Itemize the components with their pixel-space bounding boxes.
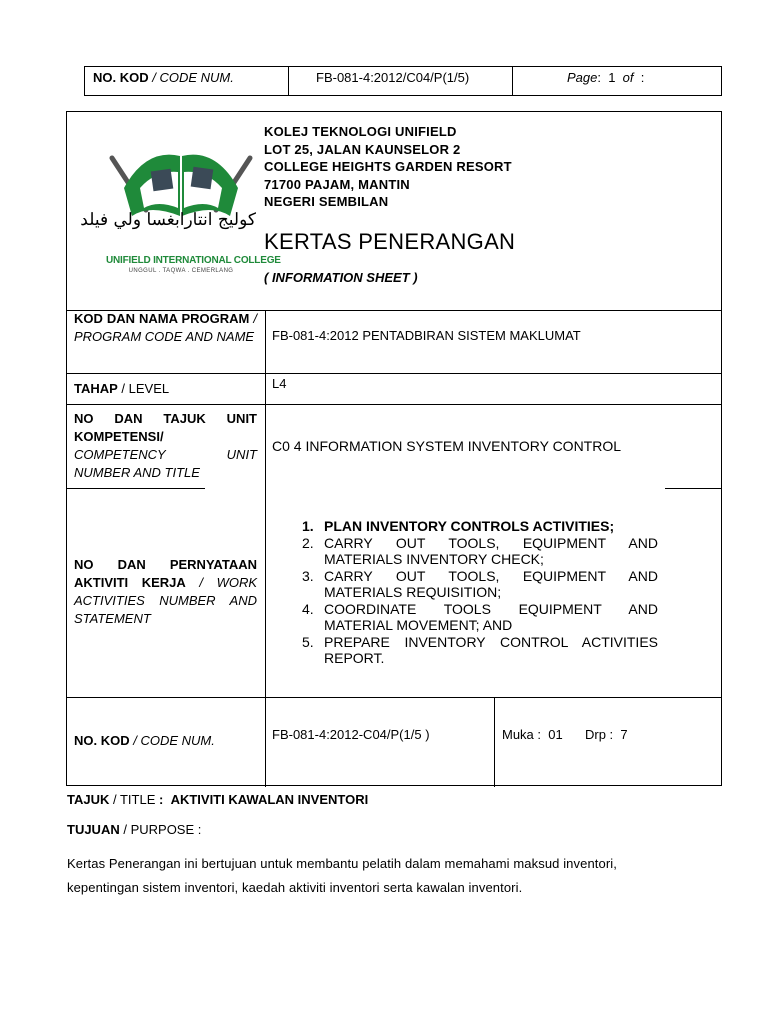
org-line: NEGERI SEMBILAN [264,194,389,209]
level-value: L4 [272,376,287,391]
page-end: : [633,70,645,85]
header-code-label-rest: / CODE NUM. [148,70,234,85]
activity-text: COORDINATE TOOLS EQUIPMENT AND MATERIAL MOVEMENT; AND [324,600,658,633]
purpose-line [67,821,201,839]
footer-muka: Muka : 01 [502,727,563,742]
activities-label-bold: NO DAN PERNYATAAN AKTIVITI KERJA [74,557,257,590]
footer-code-label-rest: / CODE NUM. [129,733,215,748]
logo-arabic-text: كوليج انتارابغسا ولي فيلد [80,210,256,230]
activity-item [300,568,658,601]
page-number: : 1 [597,70,623,85]
activity-text: CARRY OUT TOOLS, EQUIPMENT AND MATERIALS REQUISITION; [324,567,658,600]
activity-item [300,601,658,634]
purpose-label-rest: / PURPOSE : [119,822,202,837]
header-code-value: FB-081-4:2012/C04/P(1/5) [316,70,470,85]
activity-number: 4. [302,600,314,617]
activities-label [74,556,257,628]
header-divider [288,67,289,95]
activity-item [300,634,658,667]
header-page-number [567,69,644,87]
row-divider [67,373,721,374]
document-title: KERTAS PENERANGAN [264,229,516,254]
activity-number: 2. [302,534,314,551]
row-divider [67,697,721,698]
footer-code-label-bold: NO. KOD [74,733,130,748]
purpose-label-bold: TUJUAN [67,822,120,837]
title-colon: : [158,792,164,807]
activities-label-rest: / WORK ACTIVITIES NUMBER AND STATEMENT [74,575,258,626]
column-divider [494,697,495,787]
activity-item [300,535,658,568]
header-divider [512,67,513,95]
unit-label [74,410,257,482]
activity-number: 3. [302,567,314,584]
unit-label-rest: COMPETENCY UNIT NUMBER AND TITLE [74,447,257,480]
column-divider [265,310,266,787]
activity-text: PREPARE INVENTORY CONTROL ACTIVITIES REPORT. [324,633,658,666]
page-of: of [622,70,634,85]
activity-number: 5. [302,633,314,650]
title-label-rest: / TITLE [109,792,159,807]
row-divider [665,488,721,489]
org-line: KOLEJ TEKNOLOGI UNIFIELD [264,124,457,139]
activity-item [300,518,658,535]
header-code-table [84,66,722,96]
row-divider [67,488,205,489]
title-label-bold: TAJUK [67,792,110,807]
footer-code-value: FB-081-4:2012-C04/P(1/5 ) [272,727,430,742]
level-label-bold: TAHAP [74,381,118,396]
unit-value: C0 4 INFORMATION SYSTEM INVENTORY CONTROL [272,438,622,454]
level-label [74,380,169,398]
logo-motto: UNGGUL . TAQWA . CEMERLANG [128,268,234,274]
header-code-label-bold: NO. KOD [93,70,149,85]
footer-drp: Drp : 7 [585,727,628,742]
org-line: COLLEGE HEIGHTS GARDEN RESORT [264,159,512,174]
org-line: 71700 PAJAM, MANTIN [264,176,410,192]
header-code-label [93,69,234,87]
activity-number: 1. [302,518,314,534]
college-logo [80,138,281,288]
document-subtitle: ( INFORMATION SHEET ) [264,270,418,285]
activity-text: CARRY OUT TOOLS, EQUIPMENT AND MATERIALS INVENTORY CHECK; [324,534,658,567]
unit-label-bold: NO DAN TAJUK UNIT KOMPETENSI/ [74,411,257,444]
org-line: LOT 25, JALAN KAUNSELOR 2 [264,141,461,157]
purpose-paragraph: Kertas Penerangan ini bertujuan untuk membantu pelatih dalam memahami maksud inventori, kepentingan sistem inventori, kaedah aktiviti inventori serta kawalan inventori. [67,856,617,895]
row-divider [67,404,721,405]
program-label [74,310,257,346]
activities-list [300,518,658,667]
footer-code-label [74,732,215,750]
activity-text: PLAN INVENTORY CONTROLS ACTIVITIES; [324,518,615,534]
org-address [264,123,512,211]
page-label: Page [567,70,598,85]
program-label-bold: KOD DAN NAMA PROGRAM [74,311,250,326]
title-value: AKTIVITI KAWALAN INVENTORI [170,792,369,807]
program-value: FB-081-4:2012 PENTADBIRAN SISTEM MAKLUMAT [272,328,581,343]
logo-college-name: UNIFIELD INTERNATIONAL COLLEGE [106,255,281,266]
title-line [67,791,368,809]
level-label-rest: / LEVEL [117,381,170,396]
program-label-rest: / PROGRAM CODE AND NAME [74,311,257,344]
